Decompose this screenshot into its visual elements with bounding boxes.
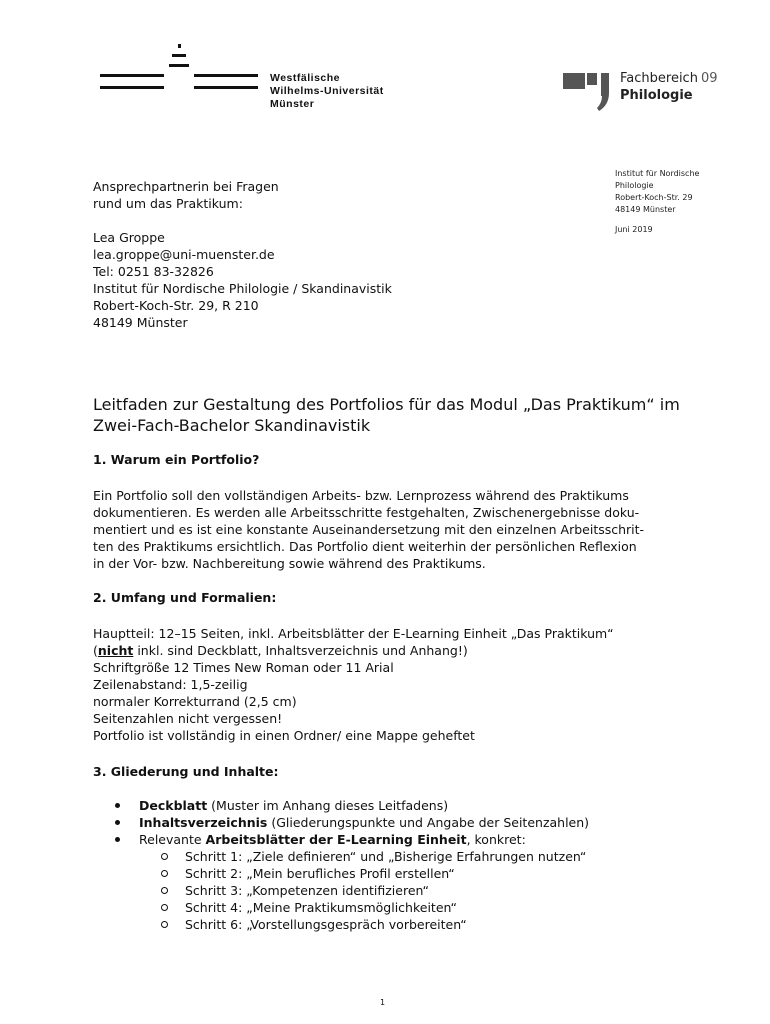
section-2-text: Hauptteil: 12–15 Seiten, inkl. Arbeitsblätter der E-Learning Einheit „Das Praktikum“ (nicht inkl. sind Deckblatt, Inhaltsverzeichnis und Anhang!) Schriftgröße 12 Times New Roman oder 11 Arial Zeilenabstand: 1,5-zeilig normaler Korrekturrand (2,5 cm) Seitenzahlen nicht vergessen! Portfolio ist vollständig in einen Ordner/ eine Mappe geheftet: [93, 626, 614, 743]
logo-line-left-top: [100, 74, 164, 77]
circle-bullet-icon: [161, 853, 168, 860]
circle-bullet-icon: [161, 887, 168, 894]
sub-list-item: Schritt 2: „Mein berufliches Profil erstellen“: [161, 865, 589, 882]
logo-symbol-bar-bottom: [169, 64, 189, 67]
document-date: Juni 2019: [615, 225, 653, 234]
sub-list-item: Schritt 1: „Ziele definieren“ und „Bisherige Erfahrungen nutzen“: [161, 848, 589, 865]
bullet-icon: [115, 803, 120, 808]
faculty-name: Fachbereich 09 Philologie: [620, 71, 718, 103]
faculty-emblem-icon: [563, 70, 613, 112]
university-name: Westfälische Wilhelms-Universität Münster: [270, 72, 384, 110]
institute-address: Institut für Nordische Philologie Robert-Koch-Str. 29 48149 Münster: [615, 169, 700, 214]
bullet-icon: [115, 837, 120, 842]
bullet-icon: [115, 820, 120, 825]
sub-list-item: Schritt 6: „Vorstellungsgespräch vorbereiten“: [161, 916, 589, 933]
logo-symbol-dot: [178, 44, 181, 48]
logo-line-right-top: [194, 74, 258, 77]
university-logo: [98, 44, 428, 110]
section-1-text: Ein Portfolio soll den vollständigen Arbeits- bzw. Lernprozess während des Praktikums dokumentieren. Es werden alle Arbeitsschritte festgehalten, Zwischenergebnisse doku- mentiert und es ist eine konstante Auseinandersetzung mit den einzelnen Arbeitsschrit- ten des Praktikums ersichtlich. Das Portfolio dient weiterhin der persönlichen Reflexion in der Vor- bzw. Nachbereitung sowie während des Praktikums.: [93, 488, 645, 571]
sub-list: [113, 848, 589, 933]
page-number: 1: [380, 998, 386, 1007]
section-3-heading: 3. Gliederung und Inhalte:: [93, 764, 279, 779]
document-title: Leitfaden zur Gestaltung des Portfolios für das Modul „Das Praktikum“ im Zwei-Fach-Bachelor Skandinavistik: [93, 395, 680, 435]
contact-name: Lea Groppe: [93, 230, 165, 245]
logo-line-left-bottom: [100, 86, 164, 89]
circle-bullet-icon: [161, 904, 168, 911]
section-3-list: [113, 797, 589, 933]
sub-list-item: Schritt 4: „Meine Praktikumsmöglichkeiten“: [161, 899, 589, 916]
faculty-logo: [563, 70, 728, 112]
section-2-heading: 2. Umfang und Formalien:: [93, 590, 277, 605]
contact-email: lea.groppe@uni-muenster.de: [93, 247, 275, 262]
circle-bullet-icon: [161, 921, 168, 928]
circle-bullet-icon: [161, 870, 168, 877]
contact-phone: Tel: 0251 83-32826: [93, 264, 214, 279]
list-item: Inhaltsverzeichnis (Gliederungspunkte und Angabe der Seitenzahlen): [113, 814, 589, 831]
list-item: Deckblatt (Muster im Anhang dieses Leitfadens): [113, 797, 589, 814]
section-1-heading: 1. Warum ein Portfolio?: [93, 452, 260, 467]
logo-symbol-bar-top: [172, 54, 186, 57]
sub-list-item: Schritt 3: „Kompetenzen identifizieren“: [161, 882, 589, 899]
contact-block: Ansprechpartnerin bei Fragen rund um das Praktikum: Lea Groppe lea.groppe@uni-muenster.de Tel: 0251 83-32826 Institut für Nordische Philologie / Skandinavistik Robert-Koch-Str. 29, R 210 48149 Münster: [93, 179, 392, 330]
logo-line-right-bottom: [194, 86, 258, 89]
list-item: Relevante Arbeitsblätter der E-Learning Einheit, konkret:: [113, 831, 589, 848]
